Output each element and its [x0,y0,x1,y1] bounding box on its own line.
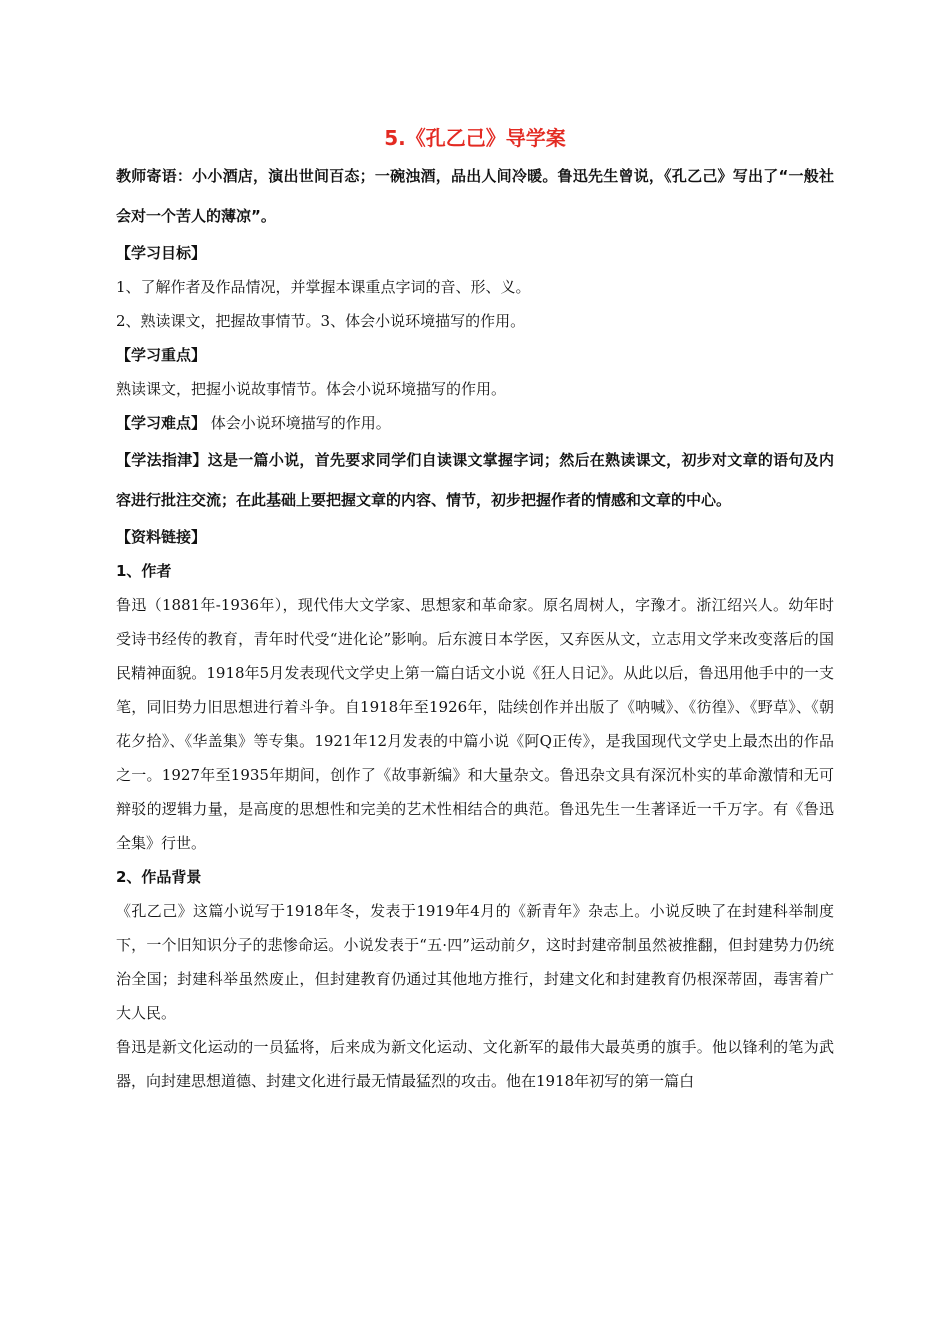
method-text: 这是一篇小说，首先要求同学们自读课文掌握字词；然后在熟读课文，初步对文章的语句及内容进行批注交流；在此基础上要把握文章的内容、情节，初步把握作者的情感和文章的中心。 [116,451,834,509]
difficulty-heading: 【学习难点】 [116,414,207,432]
resources-heading: 【资料链接】 [116,528,207,546]
author-heading: 1、作者 [116,562,172,580]
goals-heading: 【学习目标】 [116,244,207,262]
difficulty-line [116,406,834,440]
focus-text: 熟读课文，把握小说故事情节。体会小说环境描写的作用。 [116,380,507,398]
background-text-1: 《孔乙己》这篇小说写于1918年冬，发表于1919年4月的《新青年》杂志上。小说反映了在封建科举制度下，一个旧知识分子的悲惨命运。小说发表于“五·四”运动前夕，这时封建帝制虽然被推翻，但封建势力仍统治全国；封建科举虽然废止，但封建教育仍通过其他地方推行，封建文化和封建教育仍根深蒂固，毒害着广大人民。 [116,902,834,1022]
goal-item-2: 2、熟读课文，把握故事情节。3、体会小说环境描写的作用。 [116,312,526,330]
author-text: 鲁迅（1881年-1936年），现代伟大文学家、思想家和革命家。原名周树人，字豫才。浙江绍兴人。幼年时受诗书经传的教育，青年时代受“进化论”影响。后东渡日本学医，又弃医从文，立志用文学来改变落后的国民精神面貌。1918年5月发表现代文学史上第一篇白话文小说《狂人日记》。从此以后，鲁迅用他手中的一支笔，同旧势力旧思想进行着斗争。自1918年至1926年，陆续创作并出版了《呐喊》、《彷徨》、《野草》、《朝花夕拾》、《华盖集》等专集。1921年12月发表的中篇小说《阿Q正传》，是我国现代文学史上最杰出的作品之一。1927年至1935年期间，创作了《故事新编》和大量杂文。鲁迅杂文具有深沉朴实的革命激情和无可辩驳的逻辑力量，是高度的思想性和完美的艺术性相结合的典范。鲁迅先生一生著译近一千万字。有《鲁迅全集》行世。 [116,596,834,852]
method-heading: 【学法指津】 [116,451,208,469]
method-paragraph [116,440,834,520]
background-text-2: 鲁迅是新文化运动的一员猛将，后来成为新文化运动、文化新军的最伟大最英勇的旗手。他以锋利的笔为武器，向封建思想道德、封建文化进行最无情最猛烈的攻击。他在1918年初写的第一篇白 [116,1038,834,1090]
teacher-message: 教师寄语：小小酒店，演出世间百态；一碗浊酒，品出人间冷暖。鲁迅先生曾说，《孔乙己》写出了“一般社会对一个苦人的薄凉”。 [116,167,834,225]
goal-item-1: 1、了解作者及作品情况，并掌握本课重点字词的音、形、义。 [116,278,531,296]
document-body [116,156,834,1098]
focus-heading: 【学习重点】 [116,346,207,364]
difficulty-text: 体会小说环境描写的作用。 [206,414,391,432]
background-heading: 2、作品背景 [116,868,202,886]
page-title: 5.《孔乙己》导学案 [384,126,566,150]
